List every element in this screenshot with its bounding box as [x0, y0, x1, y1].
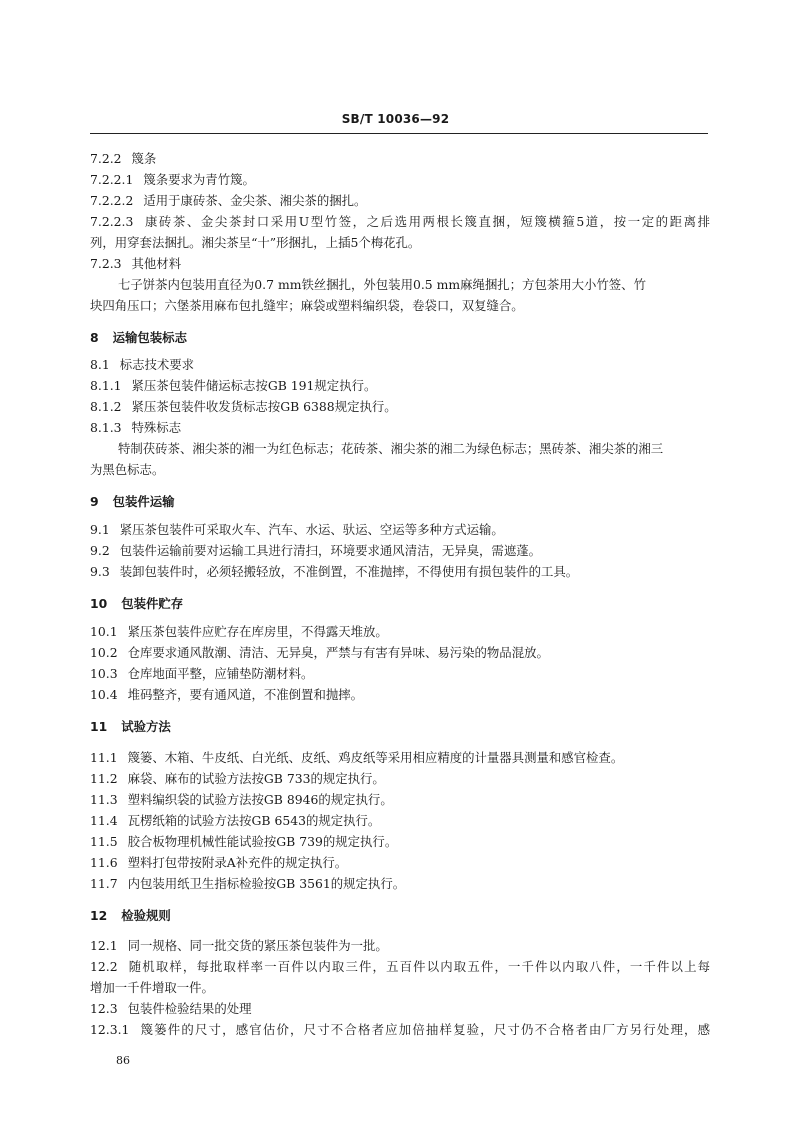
line-12-2-cont: 增加一千件增取一件。 [90, 980, 214, 995]
line-9-1: 9.1 紧压茶包装件可采取火车、汽车、水运、驮运、空运等多种方式运输。 [90, 522, 504, 537]
line-11-6: 11.6 塑料打包带按附录A补充件的规定执行。 [90, 855, 348, 870]
section-11-heading: 11 试验方法 [90, 719, 171, 734]
running-header: SB/T 10036—92 [341, 112, 450, 126]
line-11-4: 11.4 瓦楞纸箱的试验方法按GB 6543的规定执行。 [90, 813, 381, 828]
line-8-1: 8.1 标志技术要求 [90, 357, 195, 372]
line-7-2-2-1: 7.2.2.1 篾条要求为青竹篾。 [90, 172, 255, 187]
line-11-2: 11.2 麻袋、麻布的试验方法按GB 733的规定执行。 [90, 771, 385, 786]
line-11-3: 11.3 塑料编织袋的试验方法按GB 8946的规定执行。 [90, 792, 393, 807]
line-12-1: 12.1 同一规格、同一批交货的紧压茶包装件为一批。 [90, 938, 388, 953]
section-12-heading: 12 检验规则 [90, 908, 171, 923]
line-11-7: 11.7 内包装用纸卫生指标检验按GB 3561的规定执行。 [90, 876, 406, 891]
line-7-2-2: 7.2.2 篾条 [90, 151, 157, 166]
line-8-1-2: 8.1.2 紧压茶包装件收发货标志按GB 6388规定执行。 [90, 399, 397, 414]
page-number: 86 [116, 1054, 130, 1067]
line-11-1: 11.1 篾篓、木箱、牛皮纸、白光纸、皮纸、鸡皮纸等采用相应精度的计量器具测量和感官检查。 [90, 750, 624, 765]
section-9-heading: 9 包装件运输 [90, 494, 175, 509]
line-7-2-3-para: 七子饼茶内包装用直径为0.7 mm铁丝捆扎，外包装用0.5 mm麻绳捆扎；方包茶用大小竹签、竹 [118, 277, 646, 292]
line-8-1-3-para-cont: 为黑色标志。 [90, 462, 165, 477]
line-10-4: 10.4 堆码整齐，要有通风道，不准倒置和抛摔。 [90, 687, 364, 702]
section-10-heading: 10 包装件贮存 [90, 596, 184, 611]
line-11-5: 11.5 胶合板物理机械性能试验按GB 739的规定执行。 [90, 834, 398, 849]
line-8-1-1: 8.1.1 紧压茶包装件储运标志按GB 191规定执行。 [90, 378, 377, 393]
line-10-3: 10.3 仓库地面平整，应铺垫防潮材料。 [90, 666, 314, 681]
line-7-2-2-3: 7.2.2.3 康砖茶、金尖茶封口采用U型竹签，之后选用两根长篾直捆，短篾横箍5道，按一定的距离排 [90, 214, 710, 229]
line-7-2-3: 7.2.3 其他材料 [90, 256, 182, 271]
line-10-2: 10.2 仓库要求通风散潮、清洁、无异臭，严禁与有害有异味、易污染的物品混放。 [90, 645, 549, 660]
line-12-3-1: 12.3.1 篾篓件的尺寸，感官估价，尺寸不合格者应加倍抽样复验，尺寸仍不合格者由厂方另行处理，感 [90, 1022, 710, 1037]
line-7-2-3-para-cont: 块四角压口；六堡茶用麻布包扎缝牢；麻袋或塑料编织袋，卷袋口，双复缝合。 [90, 298, 524, 313]
header-rule [90, 133, 708, 134]
line-7-2-2-2: 7.2.2.2 适用于康砖茶、金尖茶、湘尖茶的捆扎。 [90, 193, 367, 208]
section-8-heading: 8 运输包装标志 [90, 330, 187, 345]
line-10-1: 10.1 紧压茶包装件应贮存在库房里，不得露天堆放。 [90, 624, 388, 639]
line-8-1-3-para: 特制茯砖茶、湘尖茶的湘一为红色标志；花砖茶、湘尖茶的湘二为绿色标志；黑砖茶、湘尖茶的湘三 [118, 441, 664, 456]
line-12-3: 12.3 包装件检验结果的处理 [90, 1001, 252, 1016]
line-9-2: 9.2 包装件运输前要对运输工具进行清扫，环境要求通风清洁，无异臭，需遮蓬。 [90, 543, 541, 558]
line-9-3: 9.3 装卸包装件时，必须轻搬轻放，不准倒置，不准抛摔，不得使用有损包装件的工具。 [90, 564, 579, 579]
line-8-1-3: 8.1.3 特殊标志 [90, 420, 182, 435]
line-12-2: 12.2 随机取样，每批取样率一百件以内取三件，五百件以内取五件，一千件以内取八件，一千件以上每 [90, 959, 710, 974]
line-7-2-2-3-cont: 列，用穿套法捆扎。湘尖茶呈“十”形捆扎，上插5个梅花孔。 [90, 235, 421, 250]
